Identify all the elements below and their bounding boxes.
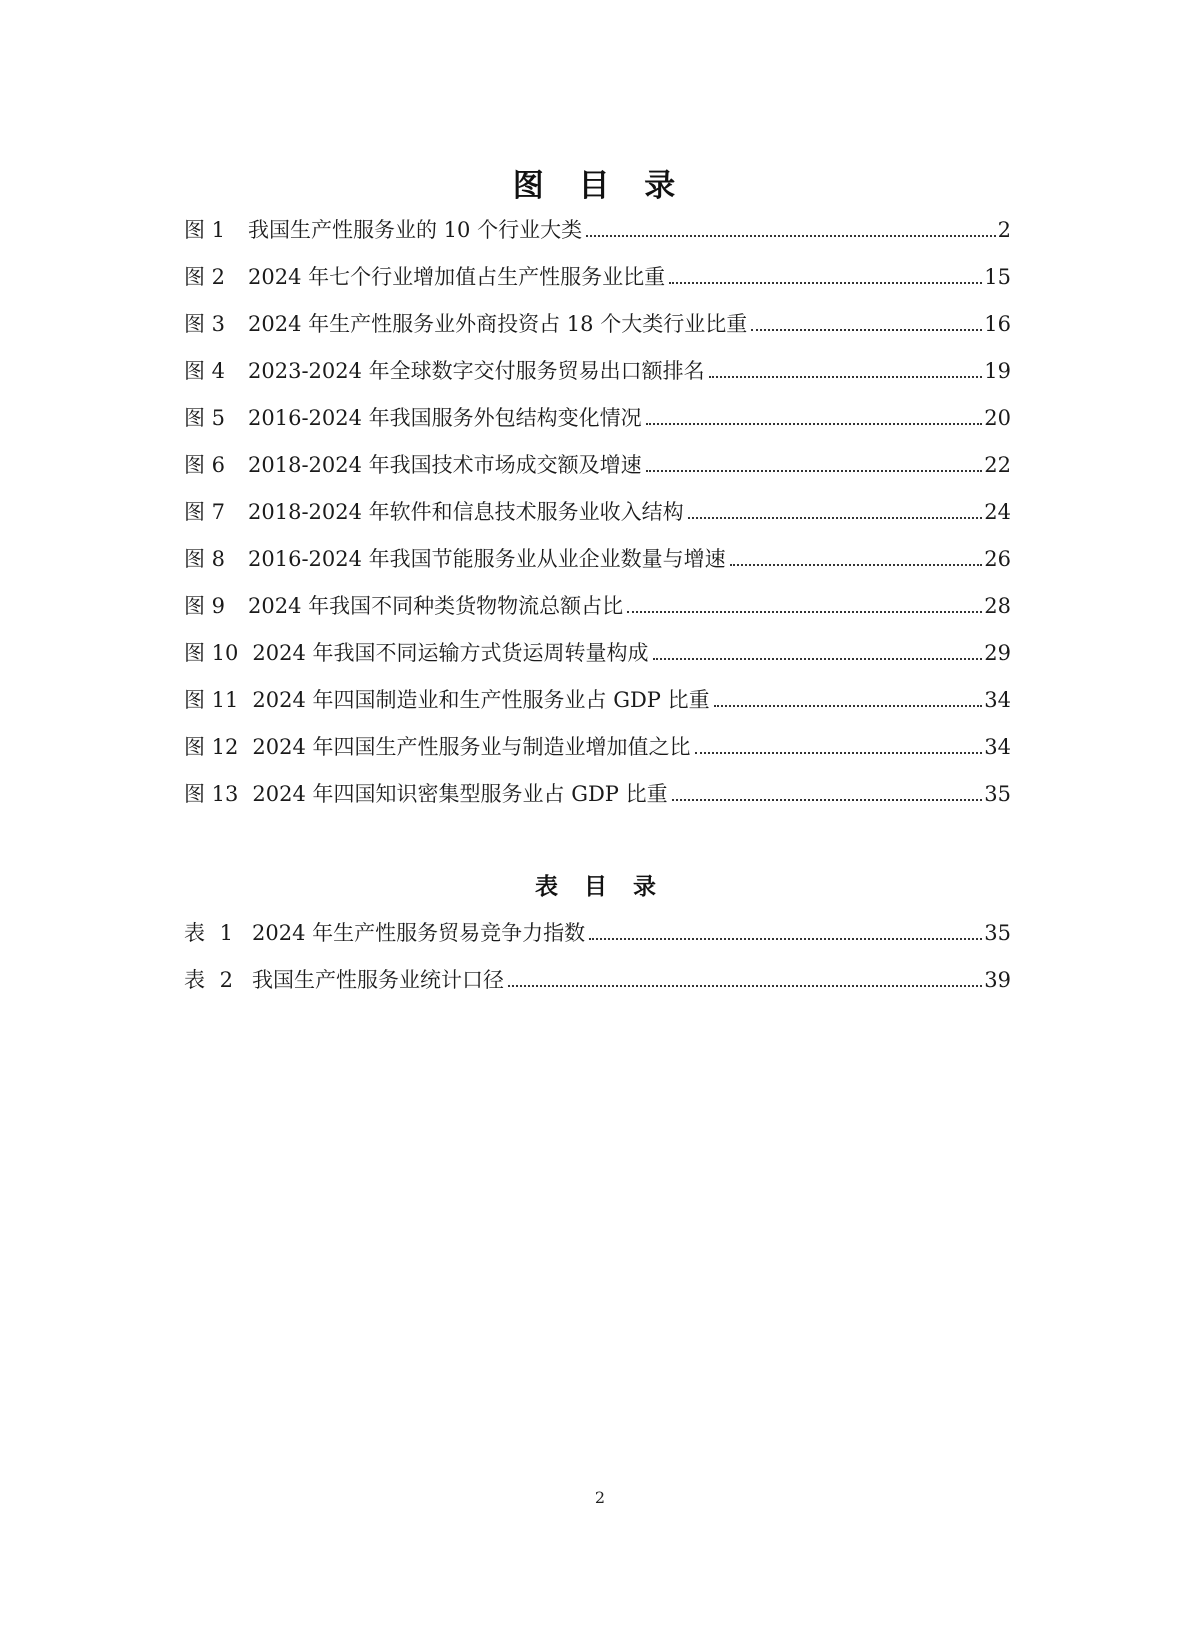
- tables-list: [184, 918, 1011, 1012]
- figure-entry-4[interactable]: [184, 356, 1011, 403]
- figures-list: [184, 215, 1011, 826]
- figure-title: 2024 年我国不同运输方式货运周转量构成: [252, 641, 649, 665]
- dot-leader: [646, 423, 983, 425]
- figure-title: 2024 年生产性服务业外商投资占 18 个大类行业比重: [248, 312, 748, 336]
- figure-page-number: 15: [984, 265, 1011, 289]
- table-title: 我国生产性服务业统计口径: [252, 968, 504, 992]
- figure-page-number: 26: [984, 547, 1011, 571]
- dot-leader: [589, 938, 982, 940]
- figure-number: 图 11: [184, 688, 239, 712]
- table-title: 2024 年生产性服务贸易竞争力指数: [252, 921, 586, 945]
- figure-title: 2024 年我国不同种类货物物流总额占比: [248, 594, 624, 618]
- figure-number: 图 6: [184, 453, 226, 477]
- figure-page-number: 20: [984, 406, 1011, 430]
- figure-title: 2024 年四国生产性服务业与制造业增加值之比: [252, 735, 691, 759]
- figure-entry-3[interactable]: [184, 309, 1011, 356]
- figure-number: 图 8: [184, 547, 226, 571]
- figure-number: 图 10: [184, 641, 239, 665]
- figures-list-heading: 图 目 录: [512, 168, 688, 204]
- figure-entry-7[interactable]: [184, 497, 1011, 544]
- figure-title: 2023-2024 年全球数字交付服务贸易出口额排名: [248, 359, 705, 383]
- figure-number: 图 5: [184, 406, 226, 430]
- table-page-number: 35: [984, 921, 1011, 945]
- dot-leader: [508, 985, 982, 987]
- table-number: 表 1: [184, 921, 238, 945]
- figure-title: 2016-2024 年我国服务外包结构变化情况: [248, 406, 642, 430]
- figure-entry-1[interactable]: [184, 215, 1011, 262]
- figure-page-number: 28: [984, 594, 1011, 618]
- dot-leader: [646, 470, 983, 472]
- dot-leader: [672, 799, 983, 801]
- figure-page-number: 16: [984, 312, 1011, 336]
- figure-page-number: 35: [984, 782, 1011, 806]
- dot-leader: [627, 611, 982, 613]
- figure-page-number: 29: [984, 641, 1011, 665]
- dot-leader: [751, 329, 982, 331]
- figure-title: 2024 年四国知识密集型服务业占 GDP 比重: [252, 782, 668, 806]
- figure-title: 2024 年七个行业增加值占生产性服务业比重: [248, 265, 666, 289]
- dot-leader: [695, 752, 983, 754]
- figure-page-number: 19: [984, 359, 1011, 383]
- figure-title: 我国生产性服务业的 10 个行业大类: [248, 218, 583, 242]
- dot-leader: [709, 376, 983, 378]
- figure-title: 2018-2024 年我国技术市场成交额及增速: [248, 453, 642, 477]
- figure-number: 图 7: [184, 500, 226, 524]
- figure-entry-11[interactable]: [184, 685, 1011, 732]
- table-page-number: 39: [984, 968, 1011, 992]
- figure-number: 图 13: [184, 782, 239, 806]
- figure-entry-8[interactable]: [184, 544, 1011, 591]
- figure-number: 图 1: [184, 218, 226, 242]
- figure-page-number: 34: [984, 735, 1011, 759]
- figure-page-number: 34: [984, 688, 1011, 712]
- table-entry-1[interactable]: [184, 918, 1011, 965]
- dot-leader: [653, 658, 983, 660]
- figure-title: 2024 年四国制造业和生产性服务业占 GDP 比重: [252, 688, 710, 712]
- tables-list-heading: 表 目 录: [534, 874, 665, 900]
- figure-number: 图 12: [184, 735, 239, 759]
- dot-leader: [688, 517, 983, 519]
- figure-number: 图 2: [184, 265, 226, 289]
- dot-leader: [730, 564, 983, 566]
- figure-entry-6[interactable]: [184, 450, 1011, 497]
- figure-entry-2[interactable]: [184, 262, 1011, 309]
- figure-title: 2018-2024 年软件和信息技术服务业收入结构: [248, 500, 684, 524]
- page-number: 2: [594, 1488, 606, 1507]
- figure-number: 图 4: [184, 359, 226, 383]
- figure-page-number: 24: [984, 500, 1011, 524]
- figure-page-number: 22: [984, 453, 1011, 477]
- figure-number: 图 3: [184, 312, 226, 336]
- figure-entry-5[interactable]: [184, 403, 1011, 450]
- figure-entry-12[interactable]: [184, 732, 1011, 779]
- dot-leader: [714, 705, 983, 707]
- figure-page-number: 2: [997, 218, 1011, 242]
- figure-entry-13[interactable]: [184, 779, 1011, 826]
- dot-leader: [586, 235, 996, 237]
- table-entry-2[interactable]: [184, 965, 1011, 1012]
- figure-title: 2016-2024 年我国节能服务业从业企业数量与增速: [248, 547, 726, 571]
- figure-entry-10[interactable]: [184, 638, 1011, 685]
- figure-number: 图 9: [184, 594, 226, 618]
- dot-leader: [669, 282, 982, 284]
- figure-entry-9[interactable]: [184, 591, 1011, 638]
- table-number: 表 2: [184, 968, 238, 992]
